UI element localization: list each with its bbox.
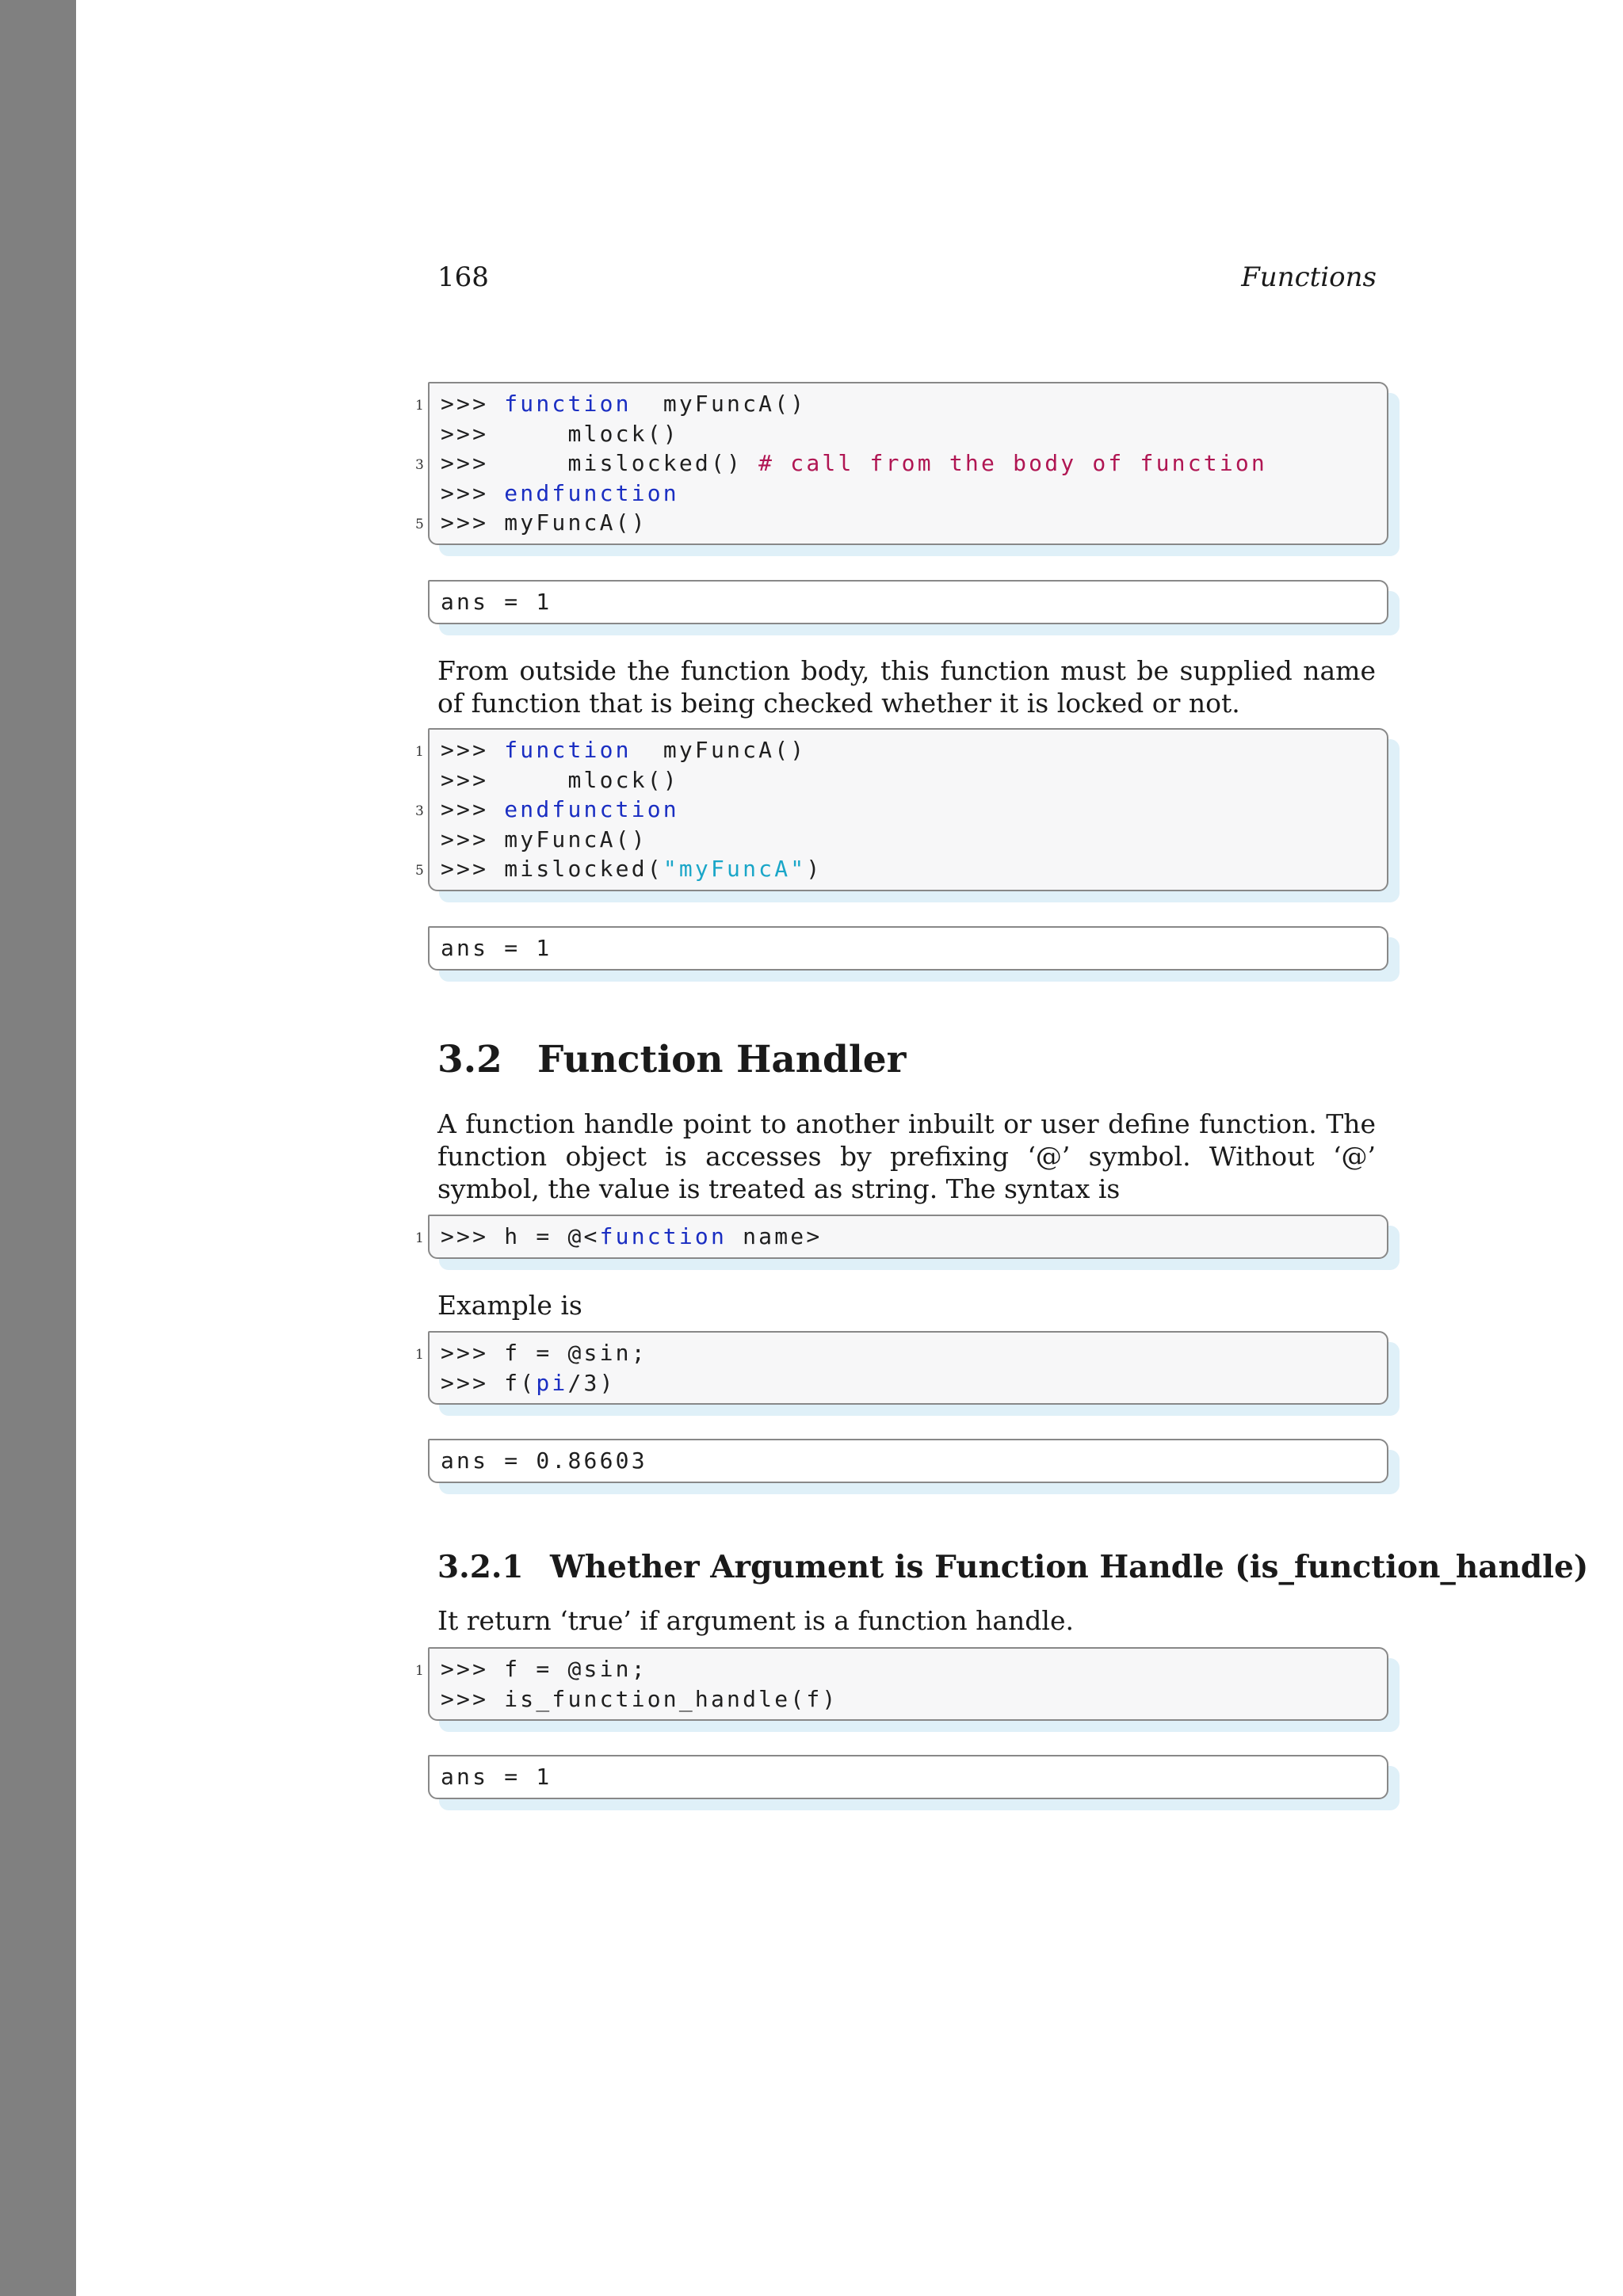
output-block (428, 926, 1388, 971)
code-text: ) (806, 856, 823, 882)
line-number: 1 (415, 1230, 424, 1246)
subsection-heading (437, 1549, 1588, 1585)
code-line (415, 508, 1387, 538)
paragraph: A function handle point to another inbuilt or user define function. The function object is accesses by prefixing ‘@’ symbol. Without ‘@’ symbol, the value is treated as string. The syntax is (437, 1108, 1376, 1204)
code-line (430, 765, 1387, 795)
code-line (430, 479, 1387, 509)
code-line (430, 1684, 1387, 1714)
paragraph: It return ‘true’ if argument is a function handle. (437, 1605, 1074, 1636)
code-line (430, 1446, 1387, 1476)
code-text: >>> f = @sin; (441, 1340, 647, 1366)
code-text: ans = 1 (441, 589, 552, 615)
code-text: >>> myFuncA() (441, 509, 647, 536)
code-line (415, 1222, 1387, 1252)
code-text: >>> h = @< (441, 1223, 600, 1249)
code-text: >>> myFuncA() (441, 826, 647, 852)
code-line (415, 854, 1387, 884)
section-heading (437, 1038, 906, 1081)
code-text: >>> (441, 479, 505, 506)
code-line (415, 1338, 1387, 1368)
code-keyword: pi (536, 1369, 568, 1396)
section-number: 3.2 (437, 1038, 502, 1081)
code-comment: # call from the body of function (758, 450, 1267, 476)
code-text: >>> mislocked( (441, 856, 663, 882)
paragraph: Example is (437, 1290, 582, 1321)
code-block (415, 1647, 1388, 1721)
code-text: >>> mislocked() (441, 450, 759, 476)
code-keyword: function (504, 391, 632, 417)
code-block (415, 728, 1388, 891)
code-text: >>> f = @sin; (441, 1656, 647, 1682)
code-text: ans = 0.86603 (441, 1447, 647, 1474)
code-text: myFuncA() (631, 737, 807, 763)
subsection-title: Whether Argument is Function Handle (is_function_handle) (550, 1549, 1589, 1585)
code-keyword: endfunction (504, 479, 679, 506)
code-text: >>> (441, 796, 505, 822)
code-line (430, 933, 1387, 963)
code-text: >>> (441, 737, 505, 763)
code-line (415, 735, 1387, 765)
code-text: name> (727, 1223, 823, 1249)
paragraph: From outside the function body, this function must be supplied name of function that is being checked whether it is locked or not. (437, 655, 1376, 719)
output-block (428, 580, 1388, 624)
code-keyword: function (504, 737, 632, 763)
code-line (415, 795, 1387, 825)
code-text: ans = 1 (441, 1764, 552, 1790)
line-number: 1 (415, 1663, 424, 1679)
output-block (428, 1439, 1388, 1483)
line-number: 1 (415, 744, 424, 760)
code-line (430, 587, 1387, 617)
code-line (430, 1368, 1387, 1398)
code-block (415, 382, 1388, 545)
code-line (415, 448, 1387, 479)
code-line (430, 1762, 1387, 1792)
line-number: 1 (415, 1347, 424, 1363)
code-text: ans = 1 (441, 935, 552, 961)
code-string: "myFuncA" (663, 856, 807, 882)
code-line (415, 389, 1387, 419)
subsection-number: 3.2.1 (437, 1549, 524, 1585)
code-keyword: endfunction (504, 796, 679, 822)
code-line (430, 419, 1387, 449)
code-text: myFuncA() (631, 391, 807, 417)
page-gutter (0, 0, 76, 2296)
code-text: >>> f( (441, 1369, 537, 1396)
code-block (415, 1215, 1388, 1259)
code-text: >>> is_function_handle(f) (441, 1685, 838, 1712)
section-title: Function Handler (537, 1038, 907, 1081)
line-number: 1 (415, 398, 424, 414)
code-text: >>> mlock() (441, 766, 679, 793)
line-number: 3 (415, 803, 424, 819)
code-keyword: function (599, 1223, 727, 1249)
output-block (428, 1755, 1388, 1799)
running-title: Functions (1241, 261, 1377, 293)
line-number: 5 (415, 863, 424, 879)
page-number: 168 (437, 261, 489, 293)
line-number: 3 (415, 457, 424, 473)
code-text: >>> (441, 391, 505, 417)
code-line (430, 825, 1387, 855)
code-text: /3) (567, 1369, 616, 1396)
code-text: >>> mlock() (441, 420, 679, 447)
code-block (415, 1331, 1388, 1405)
code-line (415, 1654, 1387, 1684)
line-number: 5 (415, 517, 424, 532)
